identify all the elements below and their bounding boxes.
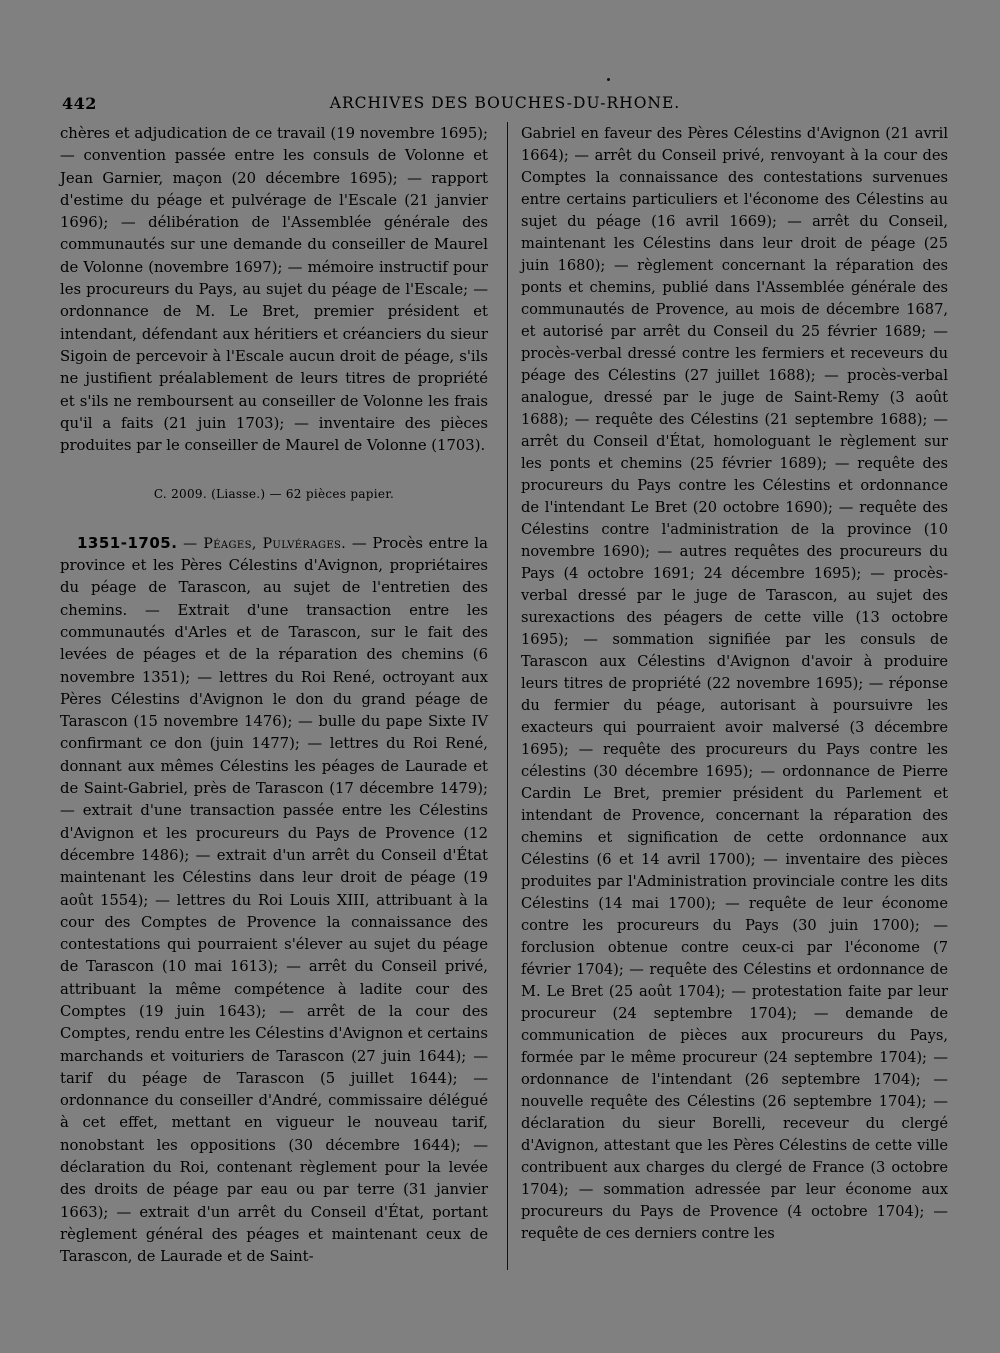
running-title: ARCHIVES DES BOUCHES-DU-RHONE. — [329, 94, 681, 112]
left-column — [60, 123, 488, 1269]
continued-paragraph: chères et adjudication de ce travail (19 novembre 1695); — convention passée entre les consuls de Volonne et Jean Garnier, maçon (20 décembre 1695); — rapport d'estime du péage et pulvérage de l'Escale (21 janvier 1696); — délibération de l'Assemblée générale des communautés sur une demande du conseiller de Maurel de Volonne (novembre 1697); — mémoire instructif pour les procureurs du Pays, au sujet du péage de l'Escale; — ordonnance de M. Le Bret, premier président et intendant, défendant aux héritiers et créanciers du sieur Sigoin de percevoir à l'Escale aucun droit de péage, s'ils ne justifient préalablement de leurs titres de propriété et s'ils ne remboursent au conseiller de Volonne les frais qu'il a faits (21 juin 1703); — inventaire des pièces produites par le conseiller de Maurel de Volonne (1703). — [60, 125, 488, 455]
right-paragraph: Gabriel en faveur des Pères Célestins d'Avignon (21 avril 1664); — arrêt du Conseil privé, renvoyant à la cour des Comptes la connaissance des contestations survenues entre certains particuliers et l'économe des Célestins au sujet du péage (16 avril 1669); — arrêt du Conseil, maintenant les Célestins dans leur droit de péage (25 juin 1680); — règlement concernant la réparation des ponts et chemins, publié dans l'Assemblée générale des communautés de Provence, au mois de décembre 1687, et autorisé par arrêt du Conseil du 25 février 1689; — procès-verbal dressé contre les fermiers et receveurs du péage des Célestins (27 juillet 1688); — procès-verbal analogue, dressé par le juge de Saint-Remy (3 août 1688); — requête des Célestins (21 septembre 1688); — arrêt du Conseil d'État, homologuant le règlement sur les ponts et chemins (25 février 1689); — requête des procureurs du Pays contre les Célestins et ordonnance de l'intendant Le Bret (20 octobre 1690); — requête des Célestins contre l'administration de la province (10 novembre 1690); — autres requêtes des procureurs du Pays (4 octobre 1691; 24 décembre 1695); — procès-verbal dressé par le juge de Tarascon, au sujet des surexactions des péagers de cette ville (13 octobre 1695); — sommation signifiée par les consuls de Tarascon aux Célestins d'Avignon d'avoir à produire leurs titres de propriété (22 novembre 1695); — réponse du fermier du péage, autorisant à poursuivre les exacteurs qui pourraient avoir malversé (3 décembre 1695); — requête des procureurs du Pays contre les célestins (30 décembre 1695); — ordonnance de Pierre Cardin Le Bret, premier président du Parlement et intendant de Provence, concernant la réparation des chemins et signification de cette ordonnance aux Célestins (6 et 14 avril 1700); — inventaire des pièces produites par l'Administration provinciale contre les dits Célestins (14 mai 1700); — requête de leur économe contre les procureurs du Pays (30 juin 1700); — forclusion obtenue contre ceux-ci par l'économe (7 février 1704); — requête des Célestins et ordonnance de M. Le Bret (25 août 1704); — protestation faite par leur procureur (24 septembre 1704); — demande de communication de pièces aux procureurs du Pays, formée par le même procureur (24 septembre 1704); — ordonnance de l'intendant (26 septembre 1704); — nouvelle requête des Célestins (26 septembre 1704); — déclaration du sieur Borelli, receveur du clergé d'Avignon, attestant que les Pères Célestins de cette ville contribuent aux charges du clergé de France (3 octobre 1704); — sommation adressée par leur économe aux procureurs du Pays de Provence (4 octobre 1704); — requête de ces derniers contre les — [521, 125, 948, 1242]
speck-mark — [607, 78, 610, 81]
page-number: 442 — [62, 94, 97, 113]
entry-title: — Péages, Pulvérages. — [183, 535, 347, 552]
source-note: C. 2009. (Liasse.) — 62 pièces papier. — [153, 487, 395, 502]
entry-text: — Procès entre la province et les Pères Célestins d'Avignon, propriétaires du péage de Tarascon, au sujet de l'entretien des chemins. — Extrait d'une transaction entre les communautés d'Arles et de Tarascon, sur le fait des levées de péages et de la réparation des chemins (6 novembre 1351); — lettres du Roi René, octroyant aux Pères Célestins d'Avignon le don du grand péage de Tarascon (15 novembre 1476); — bulle du pape Sixte IV confirmant ce don (juin 1477); — lettres du Roi René, donnant aux mêmes Célestins les péages de Laurade et de Saint-Gabriel, près de Tarascon (17 décembre 1479); — extrait d'une transaction passée entre les Célestins d'Avignon et les procureurs du Pays de Provence (12 décembre 1486); — extrait d'un arrêt du Conseil d'État maintenant les Célestins dans leur droit de péage (19 août 1554); — lettres du Roi Louis XIII, attribuant à la cour des Comptes de Provence la connaissance des contestations qui pourraient s'élever au sujet du péage de Tarascon (10 mai 1613); — arrêt du Conseil privé, attribuant la même compétence à ladite cour des Comptes (19 juin 1643); — arrêt de la cour des Comptes, rendu entre les Célestins d'Avignon et certains marchands et voituriers de Tarascon (27 juin 1644); — tarif du péage de Tarascon (5 juillet 1644); — ordonnance du conseiller d'André, commissaire délégué à cet effet, mettant en vigueur le nouveau tarif, nonobstant les oppositions (30 décembre 1644); — déclaration du Roi, contenant règlement pour la levée des droits de péage par eau ou par terre (31 janvier 1663); — extrait d'un arrêt du Conseil d'État, portant règlement général des péages et maintenant ceux de Tarascon, de Laurade et de Saint- — [60, 534, 488, 1266]
column-divider — [507, 122, 508, 1270]
right-column — [521, 123, 948, 1245]
entry-number: 1351-1705. — [77, 533, 178, 552]
archive-entry — [60, 532, 488, 1269]
page-header — [60, 94, 950, 120]
